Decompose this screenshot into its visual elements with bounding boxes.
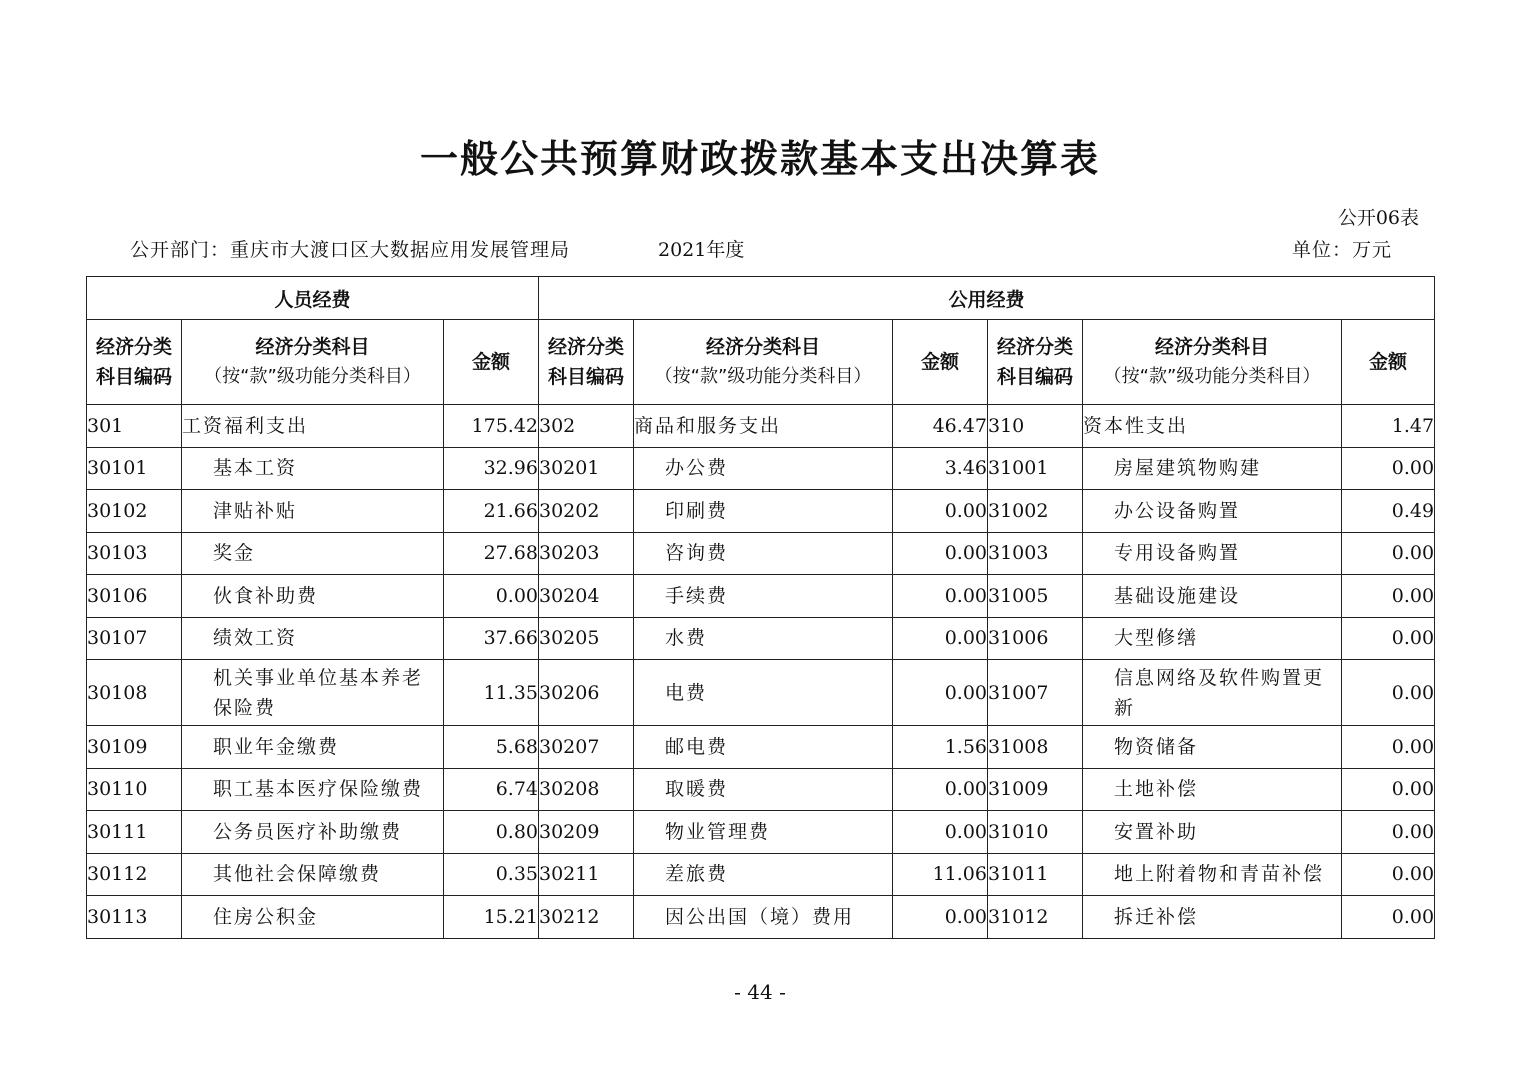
table-row [87, 532, 1435, 575]
item-amount: 1.47 [1342, 405, 1435, 448]
item-name: 办公费 [634, 447, 893, 490]
item-amount: 0.80 [444, 811, 539, 854]
item-name: 土地补偿 [1083, 768, 1342, 811]
item-amount: 1.56 [893, 726, 988, 769]
economic-code: 31001 [988, 447, 1083, 490]
item-amount: 11.35 [444, 660, 539, 726]
item-name: 地上附着物和青苗补偿 [1083, 853, 1342, 896]
item-name: 电费 [634, 660, 893, 726]
column-header-name: 经济分类科目 （按“款”级功能分类科目） [1083, 320, 1342, 405]
item-name: 资本性支出 [1083, 405, 1342, 448]
item-amount: 6.74 [444, 768, 539, 811]
column-header-row [87, 320, 1435, 405]
item-name: 伙食补助费 [182, 575, 444, 618]
department-label: 公开部门：重庆市大渡口区大数据应用发展管理局 [130, 239, 571, 261]
item-name: 绩效工资 [182, 617, 444, 660]
item-amount: 0.00 [1342, 660, 1435, 726]
item-amount: 0.00 [893, 768, 988, 811]
table-row [87, 447, 1435, 490]
item-name: 房屋建筑物购建 [1083, 447, 1342, 490]
economic-code: 31011 [988, 853, 1083, 896]
item-amount: 0.00 [1342, 617, 1435, 660]
economic-code: 30111 [87, 811, 182, 854]
item-amount: 0.35 [444, 853, 539, 896]
column-header-code: 经济分类 科目编码 [539, 320, 634, 405]
economic-code: 31006 [988, 617, 1083, 660]
item-amount: 5.68 [444, 726, 539, 769]
item-name: 奖金 [182, 532, 444, 575]
column-header-name: 经济分类科目 （按“款”级功能分类科目） [634, 320, 893, 405]
item-name: 职业年金缴费 [182, 726, 444, 769]
column-header-code: 经济分类 科目编码 [87, 320, 182, 405]
item-name: 津贴补贴 [182, 490, 444, 533]
economic-code: 31010 [988, 811, 1083, 854]
item-amount: 0.00 [893, 660, 988, 726]
economic-code: 31003 [988, 532, 1083, 575]
economic-code: 30201 [539, 447, 634, 490]
fiscal-year: 2021年度 [658, 239, 745, 261]
item-name: 邮电费 [634, 726, 893, 769]
economic-code: 30204 [539, 575, 634, 618]
item-name: 其他社会保障缴费 [182, 853, 444, 896]
item-amount: 3.46 [893, 447, 988, 490]
economic-code: 30110 [87, 768, 182, 811]
item-name: 办公设备购置 [1083, 490, 1342, 533]
item-amount: 46.47 [893, 405, 988, 448]
economic-code: 30113 [87, 896, 182, 939]
item-name: 工资福利支出 [182, 405, 444, 448]
item-amount: 0.00 [1342, 447, 1435, 490]
item-name: 专用设备购置 [1083, 532, 1342, 575]
table-row [87, 853, 1435, 896]
item-name: 水费 [634, 617, 893, 660]
economic-code: 30101 [87, 447, 182, 490]
economic-code: 30207 [539, 726, 634, 769]
economic-code: 30209 [539, 811, 634, 854]
economic-code: 31008 [988, 726, 1083, 769]
economic-code: 31007 [988, 660, 1083, 726]
column-header-name: 经济分类科目 （按“款”级功能分类科目） [182, 320, 444, 405]
item-amount: 0.00 [444, 575, 539, 618]
item-name: 咨询费 [634, 532, 893, 575]
item-name: 因公出国（境）费用 [634, 896, 893, 939]
economic-code: 310 [988, 405, 1083, 448]
item-name: 基本工资 [182, 447, 444, 490]
economic-code: 30106 [87, 575, 182, 618]
economic-code: 30212 [539, 896, 634, 939]
economic-code: 30102 [87, 490, 182, 533]
group-header-personnel: 人员经费 [87, 277, 539, 320]
economic-code: 31009 [988, 768, 1083, 811]
page-title: 一般公共预算财政拨款基本支出决算表 [419, 137, 1100, 181]
item-name: 印刷费 [634, 490, 893, 533]
economic-code: 30211 [539, 853, 634, 896]
column-header-code: 经济分类 科目编码 [988, 320, 1083, 405]
item-amount: 11.06 [893, 853, 988, 896]
item-amount: 0.00 [893, 490, 988, 533]
economic-code: 31002 [988, 490, 1083, 533]
item-name: 机关事业单位基本养老保险费 [182, 660, 444, 726]
item-name: 公务员医疗补助缴费 [182, 811, 444, 854]
item-amount: 0.00 [893, 575, 988, 618]
item-amount: 0.00 [1342, 853, 1435, 896]
item-amount: 0.00 [1342, 575, 1435, 618]
economic-code: 31005 [988, 575, 1083, 618]
item-amount: 0.00 [893, 811, 988, 854]
item-name: 取暖费 [634, 768, 893, 811]
item-amount: 0.00 [893, 617, 988, 660]
table-row [87, 726, 1435, 769]
table-row [87, 575, 1435, 618]
page-number: - 44 - [734, 980, 786, 1004]
item-amount: 0.00 [1342, 896, 1435, 939]
item-amount: 0.00 [1342, 532, 1435, 575]
item-name: 职工基本医疗保险缴费 [182, 768, 444, 811]
item-name: 手续费 [634, 575, 893, 618]
economic-code: 301 [87, 405, 182, 448]
item-amount: 21.66 [444, 490, 539, 533]
item-amount: 15.21 [444, 896, 539, 939]
item-amount: 0.00 [1342, 811, 1435, 854]
item-amount: 32.96 [444, 447, 539, 490]
economic-code: 30107 [87, 617, 182, 660]
item-name: 差旅费 [634, 853, 893, 896]
column-header-amount: 金额 [444, 320, 539, 405]
economic-code: 30208 [539, 768, 634, 811]
item-name: 大型修缮 [1083, 617, 1342, 660]
economic-code: 31012 [988, 896, 1083, 939]
table-row [87, 405, 1435, 448]
unit-label: 单位：万元 [1291, 239, 1392, 261]
column-header-amount: 金额 [1342, 320, 1435, 405]
table-row [87, 768, 1435, 811]
economic-code: 30109 [87, 726, 182, 769]
table-row [87, 660, 1435, 726]
item-amount: 0.49 [1342, 490, 1435, 533]
economic-code: 302 [539, 405, 634, 448]
item-amount: 0.00 [893, 532, 988, 575]
economic-code: 30205 [539, 617, 634, 660]
table-row [87, 896, 1435, 939]
economic-code: 30202 [539, 490, 634, 533]
item-amount: 27.68 [444, 532, 539, 575]
table-row [87, 811, 1435, 854]
table-row [87, 490, 1435, 533]
item-amount: 175.42 [444, 405, 539, 448]
economic-code: 30203 [539, 532, 634, 575]
item-amount: 0.00 [1342, 726, 1435, 769]
economic-code: 30103 [87, 532, 182, 575]
form-number: 公开06表 [1337, 207, 1419, 229]
economic-code: 30108 [87, 660, 182, 726]
table-row [87, 617, 1435, 660]
item-name: 基础设施建设 [1083, 575, 1342, 618]
group-header-public: 公用经费 [539, 277, 1435, 320]
item-amount: 0.00 [893, 896, 988, 939]
economic-code: 30206 [539, 660, 634, 726]
item-name: 商品和服务支出 [634, 405, 893, 448]
item-name: 信息网络及软件购置更新 [1083, 660, 1342, 726]
item-name: 物业管理费 [634, 811, 893, 854]
budget-table [86, 276, 1435, 939]
item-amount: 0.00 [1342, 768, 1435, 811]
item-name: 住房公积金 [182, 896, 444, 939]
item-name: 安置补助 [1083, 811, 1342, 854]
economic-code: 30112 [87, 853, 182, 896]
column-header-amount: 金额 [893, 320, 988, 405]
item-name: 拆迁补偿 [1083, 896, 1342, 939]
item-amount: 37.66 [444, 617, 539, 660]
item-name: 物资储备 [1083, 726, 1342, 769]
